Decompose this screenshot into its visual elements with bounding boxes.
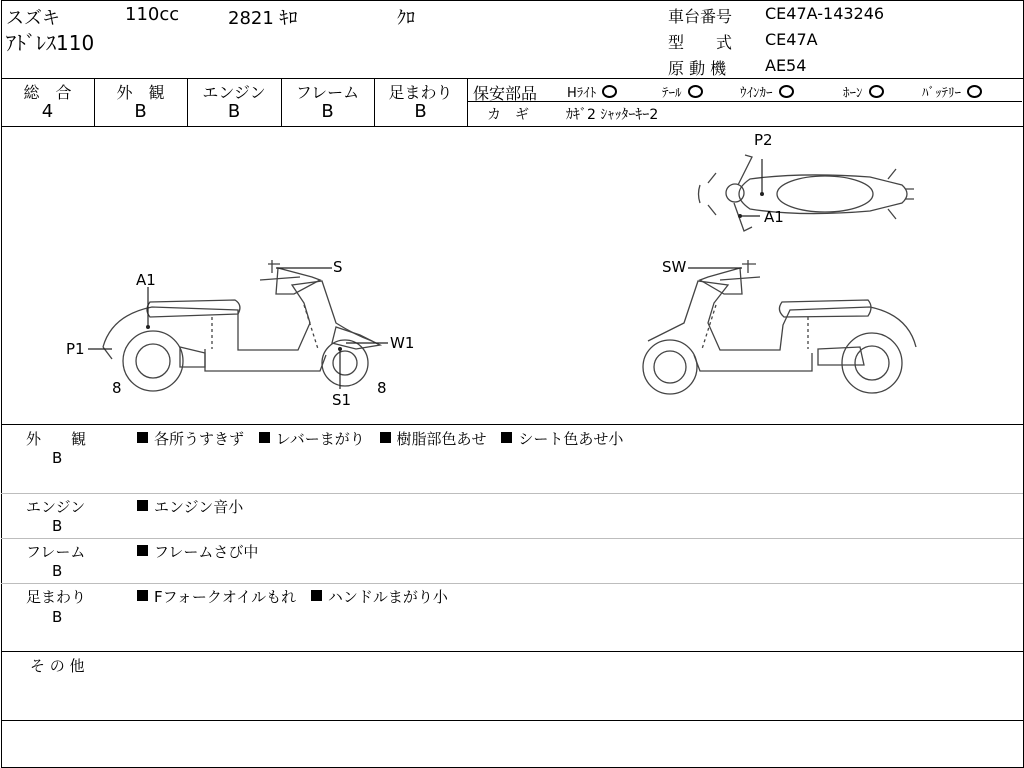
ok-circle-icon bbox=[869, 85, 884, 98]
note-engine-items: エンジン音小 bbox=[137, 496, 243, 517]
suspension-score: B bbox=[414, 101, 427, 122]
label-a1-top: A1 bbox=[764, 208, 784, 226]
color: ｸﾛ bbox=[397, 8, 415, 29]
rule bbox=[468, 101, 1022, 102]
suspension-label: 足まわり bbox=[388, 83, 453, 102]
note-engine-grade: B bbox=[52, 517, 63, 535]
note-exterior-grade: B bbox=[52, 449, 63, 467]
ok-circle-icon bbox=[688, 85, 703, 98]
note-frame-category: フレーム bbox=[26, 543, 86, 561]
model-name: ｱﾄﾞﾚｽ110 bbox=[6, 31, 95, 55]
type-label: 型 式 bbox=[668, 33, 733, 52]
engine-model-label: 原 動 機 bbox=[668, 59, 727, 78]
label-p1: P1 bbox=[66, 340, 85, 358]
engine-model-value: AE54 bbox=[765, 56, 807, 75]
ok-circle-icon bbox=[602, 85, 617, 98]
note-exterior-category: 外 観 bbox=[26, 430, 87, 448]
scooter-diagram bbox=[0, 127, 1024, 423]
safety-item-horn: ﾎｰﾝ bbox=[843, 82, 884, 101]
label-sw: SW bbox=[662, 258, 687, 276]
note-frame-grade: B bbox=[52, 562, 63, 580]
exterior-label: 外 観 bbox=[116, 83, 165, 102]
note-suspension-category: 足まわり bbox=[26, 588, 87, 606]
ok-circle-icon bbox=[779, 85, 794, 98]
note-other-label: そ の 他 bbox=[30, 657, 85, 675]
bullet-icon bbox=[137, 545, 148, 556]
safety-item-winker: ｳｲﾝｶｰ bbox=[740, 82, 794, 101]
bullet-icon bbox=[137, 590, 148, 601]
rule bbox=[467, 78, 468, 126]
scooter-right-side-view bbox=[643, 260, 916, 394]
scooter-top-view bbox=[699, 155, 915, 231]
safety-item-battery: ﾊﾞｯﾃﾘｰ bbox=[922, 82, 982, 101]
rule bbox=[1, 538, 1023, 539]
rule bbox=[1, 78, 1023, 79]
label-s1: S1 bbox=[332, 391, 352, 409]
rule bbox=[1, 583, 1023, 584]
bullet-icon bbox=[137, 432, 148, 443]
safety-parts-label: 保安部品 bbox=[473, 84, 538, 103]
engine-score: B bbox=[227, 101, 241, 122]
rule bbox=[1, 651, 1023, 652]
label-s: S bbox=[333, 258, 343, 276]
label-w1: W1 bbox=[390, 334, 415, 352]
rule bbox=[1, 720, 1023, 721]
frame-number-label: 車台番号 bbox=[668, 7, 733, 26]
rule bbox=[1, 493, 1023, 494]
bullet-icon bbox=[259, 432, 270, 443]
bullet-icon bbox=[311, 590, 322, 601]
safety-item-tail: ﾃｰﾙ bbox=[662, 82, 703, 101]
exterior-score: B bbox=[134, 101, 147, 122]
mileage: 2821 ｷﾛ bbox=[228, 8, 298, 29]
safety-item-headlight: Hﾗｲﾄ bbox=[567, 82, 617, 101]
type-value: CE47A bbox=[765, 30, 818, 49]
label-8-left: 8 bbox=[112, 379, 122, 397]
label-p2: P2 bbox=[754, 131, 773, 149]
overall-label: 総 合 bbox=[23, 83, 72, 102]
note-frame-items: フレームさび中 bbox=[137, 541, 258, 562]
overall-score: 4 bbox=[41, 101, 54, 122]
label-a1: A1 bbox=[136, 271, 156, 289]
engine-label: エンジン bbox=[202, 83, 266, 102]
displacement: 110cc bbox=[125, 4, 180, 25]
note-exterior-items: 各所うすきず レバーまがり 樹脂部色あせ シート色あせ小 bbox=[137, 428, 623, 449]
key-label: カ ギ bbox=[487, 107, 529, 123]
frame-score: B bbox=[321, 101, 334, 122]
ok-circle-icon bbox=[967, 85, 982, 98]
bullet-icon bbox=[380, 432, 391, 443]
note-engine-category: エンジン bbox=[26, 498, 86, 516]
maker: スズキ bbox=[6, 8, 60, 29]
frame-number-value: CE47A-143246 bbox=[765, 4, 885, 23]
label-8-right: 8 bbox=[377, 379, 387, 397]
frame-label: フレーム bbox=[295, 83, 360, 102]
note-suspension-items: Fフォークオイルもれ ハンドルまがり小 bbox=[137, 586, 448, 607]
note-suspension-grade: B bbox=[52, 608, 63, 626]
bullet-icon bbox=[137, 500, 148, 511]
key-value: ｶｷﾞ2 ｼｬｯﾀｰｷｰ2 bbox=[566, 107, 659, 123]
rule bbox=[1, 424, 1023, 425]
bullet-icon bbox=[501, 432, 512, 443]
